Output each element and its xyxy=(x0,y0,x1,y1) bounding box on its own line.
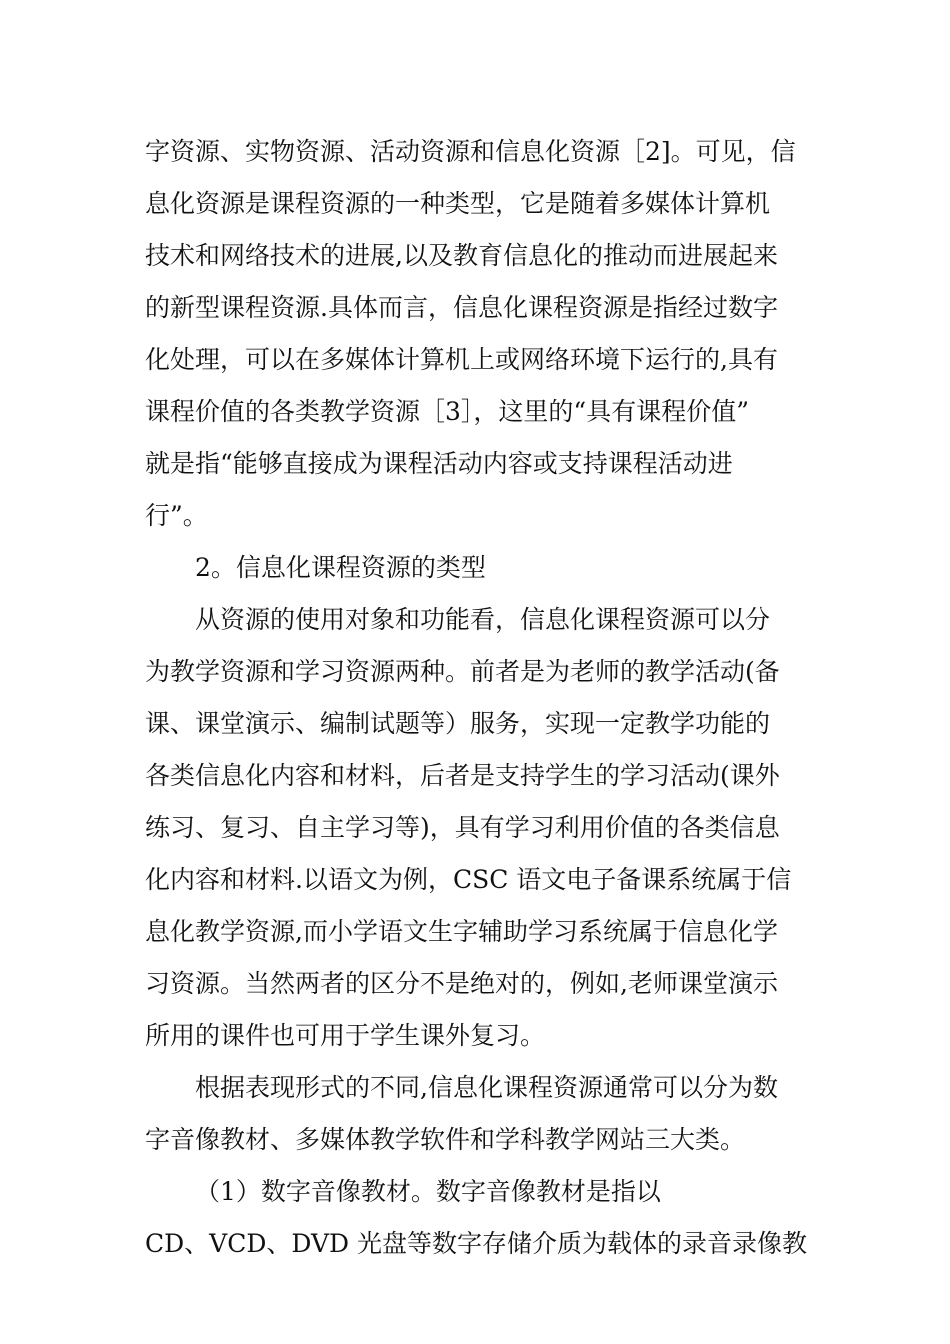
text-line: 就是指“能够直接成为课程活动内容或支持课程活动进 xyxy=(145,449,733,478)
text-line: 字音像教材、多媒体教学软件和学科教学网站三大类。 xyxy=(145,1125,746,1154)
text-line: 所用的课件也可用于学生课外复习。 xyxy=(145,1021,546,1050)
text-line: 字资源、实物资源、活动资源和信息化资源［2]。可见，信 xyxy=(145,137,796,166)
text-line: 化处理，可以在多媒体计算机上或网络环境下运行的,具有 xyxy=(145,345,778,374)
paragraph-start: （1）数字音像教材。数字音像教材是指以 xyxy=(195,1177,661,1206)
text-line: 技术和网络技术的进展,以及教育信息化的推动而进展起来 xyxy=(145,241,778,270)
text-line: 练习、复习、自主学习等)，具有学习利用价值的各类信息 xyxy=(145,813,780,842)
text-line: 化内容和材料.以语文为例，CSC 语文电子备课系统属于信 xyxy=(145,865,792,894)
paragraph-start: 从资源的使用对象和功能看，信息化课程资源可以分 xyxy=(195,605,771,634)
text-line: CD、VCD、DVD 光盘等数字存储介质为载体的录音录像教 xyxy=(145,1229,808,1258)
text-line: 息化资源是课程资源的一种类型，它是随着多媒体计算机 xyxy=(145,189,771,218)
text-line: 课程价值的各类教学资源［3］，这里的“具有课程价值” xyxy=(145,397,749,426)
text-line: 习资源。当然两者的区分不是绝对的，例如,老师课堂演示 xyxy=(145,969,778,998)
text-line: 息化教学资源,而小学语文生字辅助学习系统属于信息化学 xyxy=(145,917,778,946)
paragraph-start: 根据表现形式的不同,信息化课程资源通常可以分为数 xyxy=(195,1073,778,1102)
text-line: 的新型课程资源.具体而言，信息化课程资源是指经过数字 xyxy=(145,293,778,322)
text-line: 各类信息化内容和材料，后者是支持学生的学习活动(课外 xyxy=(145,761,780,790)
text-line: 课、课堂演示、编制试题等）服务，实现一定教学功能的 xyxy=(145,709,771,738)
section-heading: 2。信息化课程资源的类型 xyxy=(195,553,486,582)
text-line: 行”。 xyxy=(145,501,208,530)
document-body xyxy=(145,126,815,1270)
text-line: 为教学资源和学习资源两种。前者是为老师的教学活动(备 xyxy=(145,657,780,686)
